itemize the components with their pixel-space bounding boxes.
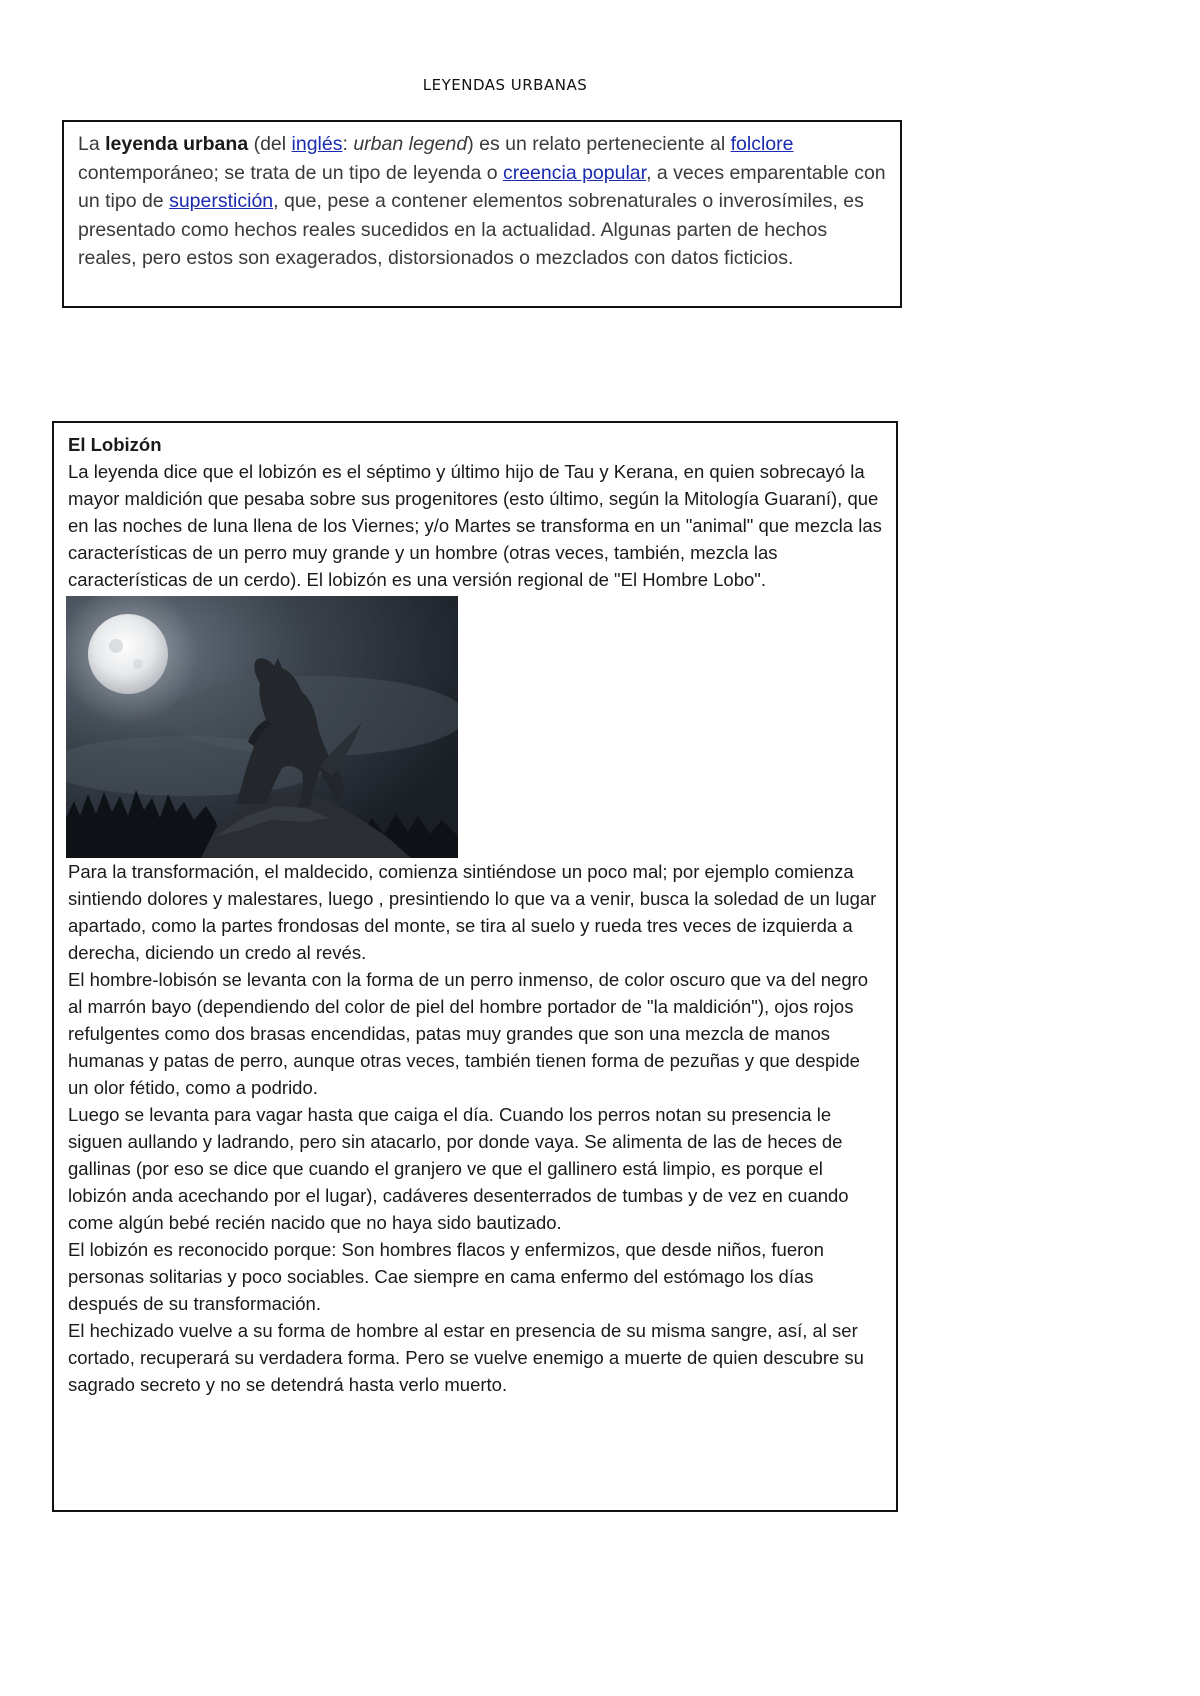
werewolf-moon-picture [66, 596, 458, 858]
lobizon-intro-paragraph: La leyenda dice que el lobizón es el séptimo y último hijo de Tau y Kerana, en quien sobrecayó la mayor maldición que pesaba sobre sus progenitores (esto último, según la Mitología Guaraní), que en las noches de luna llena de los Viernes; y/o Martes se transforma en un "animal" que mezcla las características de un perro muy grande y un hombre (otras veces, también, mezcla las características de un cerdo). El lobizón es una versión regional de "El Hombre Lobo". [68, 461, 882, 590]
link-ingles[interactable]: inglés [291, 133, 343, 155]
intro-text: ) es un relato perteneciente al [467, 133, 731, 155]
link-creencia-popular[interactable]: creencia popular [502, 161, 647, 184]
lobizon-paragraph: El lobizón es reconocido porque: Son hombres flacos y enfermizos, que desde niños, fueron personas solitarias y poco sociables. Cae siempre en cama enfermo del estómago los días después de su transformación. [68, 1239, 824, 1314]
lobizon-paragraph: Luego se levanta para vagar hasta que caiga el día. Cuando los perros notan su presencia le siguen aullando y ladrando, pero sin atacarlo, por donde vaya. Se alimenta de las de heces de gallinas (por eso se dice que cuando el granjero ve que el gallinero está limpio, es porque el lobizón anda acechando por el lugar), cadáveres desenterrados de tumbas y de vez en cuando come algún bebé recién nacido que no haya sido bautizado. [68, 1104, 849, 1233]
intro-text: contemporáneo; se trata de un tipo de leyenda o [78, 161, 503, 184]
lobizon-paragraph: El hechizado vuelve a su forma de hombre al estar en presencia de su misma sangre, así, al ser cortado, recuperará su verdadera forma. Pero se vuelve enemigo a muerte de quien descubre su sagrado secreto y no se detendrá hasta verlo muerto. [68, 1320, 864, 1395]
lobizon-paragraph: Para la transformación, el maldecido, comienza sintiéndose un poco mal; por ejemplo comienza sintiendo dolores y malestares, luego , presintiendo lo que va a venir, busca la soledad de un lugar apartado, como la partes frondosas del monte, se tira al suelo y rueda tres veces de izquierda a derecha, diciendo un credo al revés. [68, 861, 877, 963]
intro-text: (del [248, 133, 292, 155]
intro-text: La [78, 133, 106, 155]
intro-bold-term: leyenda urbana [105, 133, 249, 155]
page-title: LEYENDAS URBANAS [422, 76, 588, 94]
lobizon-box [52, 421, 898, 1512]
intro-text: , que, pese a contener elementos sobrenaturales o inverosímiles, es presentado como hechos reales sucedidos en la actualidad. Algunas parten de hechos reales, pero estos son exagerados, distorsionados o mezclados con datos ficticios. [78, 190, 864, 269]
intro-box [62, 120, 902, 308]
link-folclore[interactable]: folclore [730, 133, 794, 155]
intro-text: , a veces emparentable con un tipo de [78, 161, 886, 212]
intro-text: : [342, 133, 354, 155]
section-title: El Lobizón [68, 434, 162, 455]
link-supersticion[interactable]: superstición [169, 190, 274, 212]
intro-italic-term: urban legend [353, 133, 468, 155]
lobizon-paragraph: El hombre-lobisón se levanta con la forma de un perro inmenso, de color oscuro que va del negro al marrón bayo (dependiendo del color de piel del hombre portador de "la maldición"), ojos rojos refulgentes como dos brasas encendidas, patas muy grandes que son una mezcla de manos humanas y patas de perro, aunque otras veces, también tienen forma de pezuñas y que despide un olor fétido, como a podrido. [68, 969, 869, 1098]
